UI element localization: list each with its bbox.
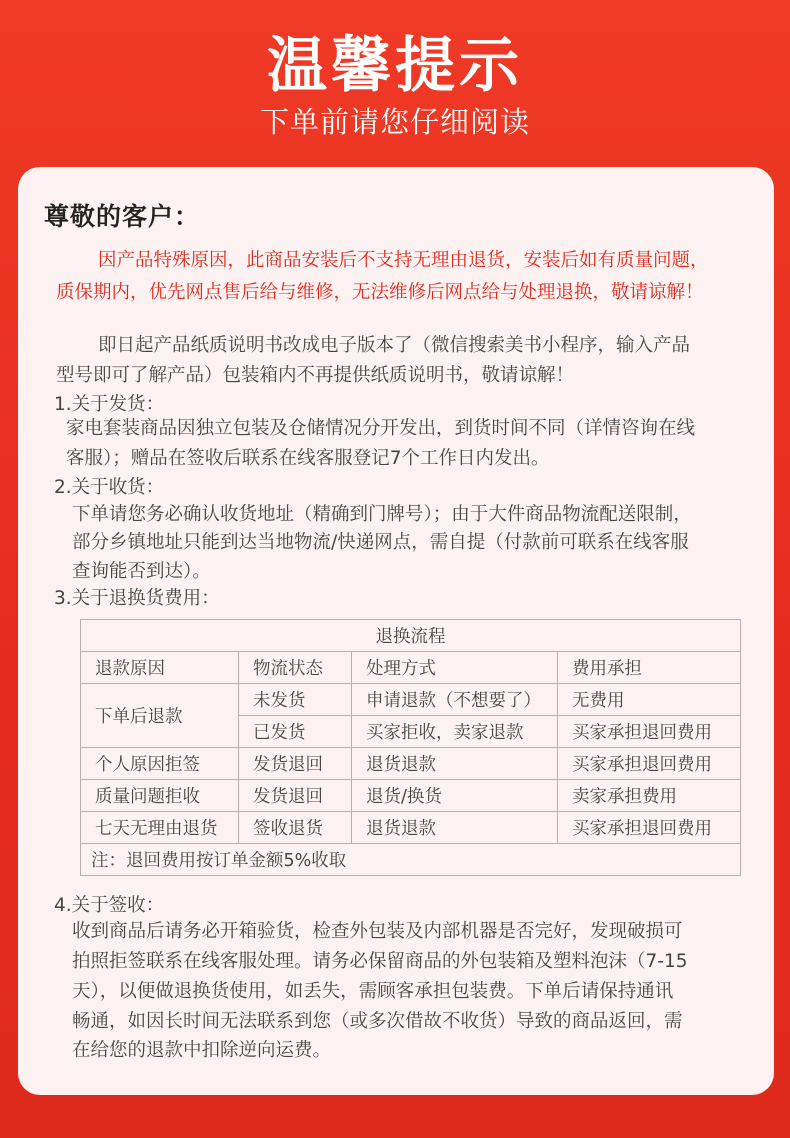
table-row — [81, 780, 741, 812]
table-cell: 买家拒收，卖家退款 — [352, 716, 558, 748]
table-row — [81, 748, 741, 780]
table-header: 物流状态 — [239, 652, 352, 684]
table-header: 退款原因 — [81, 652, 239, 684]
table-note: 注：退回费用按订单金额5%收取 — [81, 844, 741, 876]
table-cell: 退货/换货 — [352, 780, 558, 812]
table-row — [81, 812, 741, 844]
red-notice-line-1: 因产品特殊原因，此商品安装后不支持无理由退货，安装后如有质量问题， — [98, 250, 709, 271]
table-cell: 个人原因拒签 — [81, 748, 239, 780]
signing-heading: 4.关于签收： — [54, 895, 165, 916]
manual-notice-line-1: 即日起产品纸质说明书改成电子版本了（微信搜索美书小程序，输入产品 — [98, 335, 691, 356]
receiving-heading: 2.关于收货： — [54, 477, 165, 498]
table-row — [81, 684, 741, 716]
table-header: 费用承担 — [558, 652, 741, 684]
shipping-line-2: 客服）；赠品在签收后联系在线客服登记7个工作日内发出。 — [66, 448, 550, 469]
table-cell: 买家承担退回费用 — [558, 716, 741, 748]
return-flow-table — [80, 619, 741, 876]
table-cell: 签收退货 — [239, 812, 352, 844]
table-cell: 发货退回 — [239, 780, 352, 812]
signing-line-5: 在给您的退款中扣除逆向运费。 — [72, 1040, 332, 1061]
receiving-line-2: 部分乡镇地址只能到达当地物流/快递网点，需自提（付款前可联系在线客服 — [72, 532, 689, 553]
table-cell: 已发货 — [239, 716, 352, 748]
receiving-line-3: 查询能否到达）。 — [72, 561, 211, 582]
table-cell: 买家承担退回费用 — [558, 812, 741, 844]
table-title-row — [81, 620, 741, 652]
header — [0, 0, 790, 165]
table-header-row — [81, 652, 741, 684]
table-cell: 下单后退款 — [81, 684, 239, 748]
table-cell: 卖家承担费用 — [558, 780, 741, 812]
table-cell: 申请退款（不想要了） — [352, 684, 558, 716]
table-cell: 退货退款 — [352, 812, 558, 844]
notice-card — [18, 167, 774, 1095]
table-header: 处理方式 — [352, 652, 558, 684]
table-cell: 质量问题拒收 — [81, 780, 239, 812]
table-cell: 买家承担退回费用 — [558, 748, 741, 780]
red-notice-line-2: 质保期内，优先网点售后给与维修，无法维修后网点给与处理退换，敬请谅解！ — [56, 282, 704, 303]
signing-line-4: 畅通，如因长时间无法联系到您（或多次借故不收货）导致的商品返回，需 — [72, 1011, 683, 1032]
table-cell: 退货退款 — [352, 748, 558, 780]
signing-line-2: 拍照拒签联系在线客服处理。请务必保留商品的外包装箱及塑料泡沫（7-15 — [72, 951, 688, 972]
table-cell: 七天无理由退货 — [81, 812, 239, 844]
table-title: 退换流程 — [81, 620, 741, 652]
page-title: 温馨提示 — [267, 31, 523, 101]
table-cell: 未发货 — [239, 684, 352, 716]
table-cell: 发货退回 — [239, 748, 352, 780]
shipping-heading: 1.关于发货： — [54, 394, 165, 415]
table-note-row — [81, 844, 741, 876]
table-cell: 无费用 — [558, 684, 741, 716]
page-subtitle: 下单前请您仔细阅读 — [259, 105, 530, 139]
receiving-line-1: 下单请您务必确认收货地址（精确到门牌号）；由于大件商品物流配送限制， — [72, 504, 692, 525]
signing-line-3: 天），以便做退换货使用，如丢失，需顾客承担包装费。下单后请保持通讯 — [72, 981, 674, 1002]
shipping-line-1: 家电套装商品因独立包装及仓储情况分开发出，到货时间不同（详情咨询在线 — [66, 418, 696, 439]
greeting: 尊敬的客户： — [44, 202, 201, 231]
returns-heading: 3.关于退换货费用： — [54, 588, 220, 609]
manual-notice-line-2: 型号即可了解产品）包装箱内不再提供纸质说明书，敬请谅解！ — [56, 365, 575, 386]
signing-line-1: 收到商品后请务必开箱验货，检查外包装及内部机器是否完好，发现破损可 — [72, 921, 683, 942]
